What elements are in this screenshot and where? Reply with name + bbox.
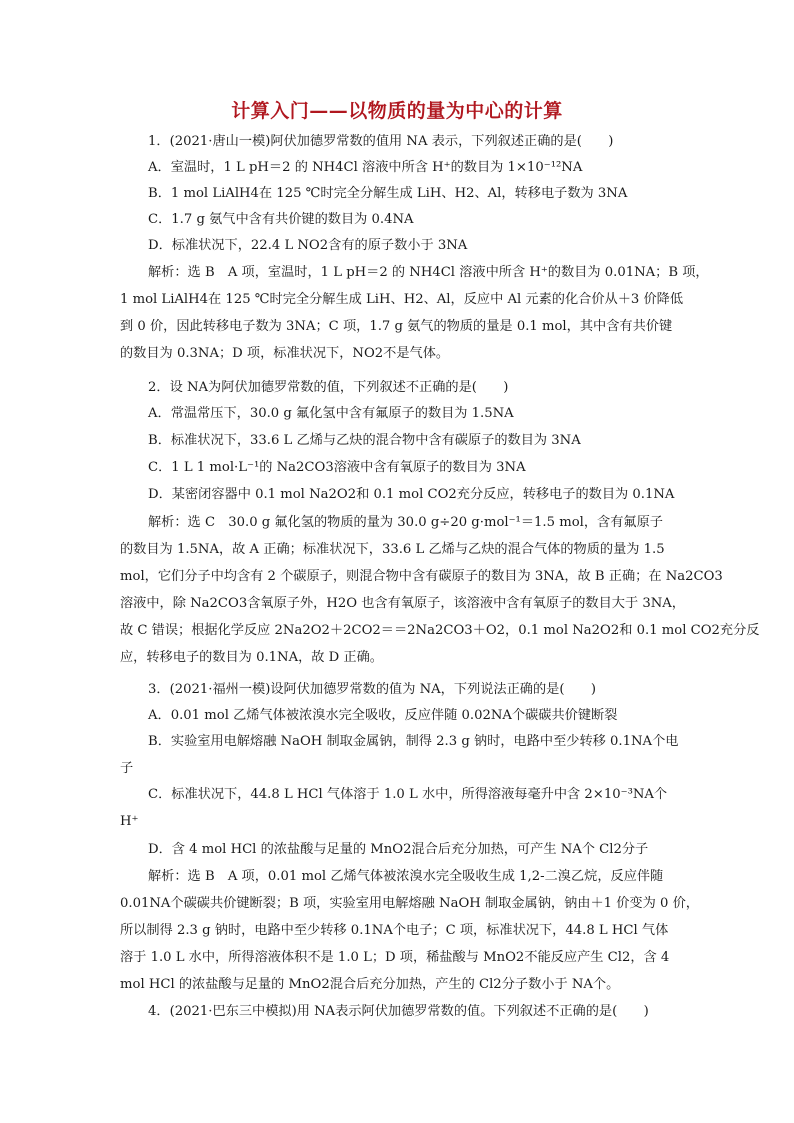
- question-3-analysis-cont: mol HCl 的浓盐酸与足量的 MnO2混合后充分加热，产生的 Cl2分子数小于 NA个。: [120, 977, 620, 992]
- question-3-option-b-cont: 子: [120, 761, 134, 776]
- question-2-option-a: A．常温常压下，30.0 g 氟化氢中含有氟原子的数目为 1.5NA: [148, 406, 514, 421]
- page-title: 计算入门——以物质的量为中心的计算: [231, 100, 563, 122]
- question-3-stem: 3．(2021·福州一模)设阿伏加德罗常数的值为 NA，下列说法正确的是( ): [148, 682, 597, 697]
- question-1-option-c: C．1.7 g 氨气中含有共价键的数目为 0.4NA: [148, 212, 414, 227]
- question-3-option-d: D．含 4 mol HCl 的浓盐酸与足量的 MnO2混合后充分加热，可产生 NA个 Cl2分子: [148, 842, 649, 857]
- question-4-stem: 4．(2021·巴东三中模拟)用 NA表示阿伏加德罗常数的值。下列叙述不正确的是( ): [148, 1004, 649, 1019]
- question-1-analysis-cont: 的数目为 0.3NA；D 项，标准状况下，NO2不是气体。: [120, 346, 450, 361]
- question-1-option-d: D．标准状况下，22.4 L NO2含有的原子数小于 3NA: [148, 238, 468, 253]
- question-2-analysis-cont: 应，转移电子的数目为 0.1NA，故 D 正确。: [120, 650, 383, 665]
- question-3-option-c: C．标准状况下，44.8 L HCl 气体溶于 1.0 L 水中，所得溶液每毫升中含 2×10⁻³NA个: [148, 787, 668, 802]
- question-2-analysis-cont: 故 C 错误；根据化学反应 2Na2O2＋2CO2＝＝2Na2CO3＋O2，0.1 mol Na2O2和 0.1 mol CO2充分反: [120, 623, 760, 638]
- question-3-option-b: B．实验室用电解熔融 NaOH 制取金属钠，制得 2.3 g 钠时，电路中至少转移 0.1NA个电: [148, 734, 679, 749]
- question-3-option-a: A．0.01 mol 乙烯气体被浓溴水完全吸收，反应伴随 0.02NA个碳碳共价键断裂: [148, 708, 618, 723]
- question-1-option-b: B．1 mol LiAlH4在 125 ℃时完全分解生成 LiH、H2、Al，转移电子数为 3NA: [148, 186, 628, 201]
- question-2-option-d: D．某密闭容器中 0.1 mol Na2O2和 0.1 mol CO2充分反应，转移电子的数目为 0.1NA: [148, 487, 675, 502]
- question-2-analysis-cont: 的数目为 1.5NA，故 A 正确；标准状况下，33.6 L 乙烯与乙炔的混合气体的物质的量为 1.5: [120, 542, 665, 557]
- question-3-option-c-cont: H⁺: [120, 814, 139, 829]
- question-3-analysis: 解析：选 B A 项，0.01 mol 乙烯气体被浓溴水完全吸收生成 1,2-二溴乙烷，反应伴随: [148, 869, 664, 884]
- question-2-analysis-cont: mol，它们分子中均含有 2 个碳原子，则混合物中含有碳原子的数目为 3NA，故 B 正确；在 Na2CO3: [120, 569, 723, 584]
- question-2-stem: 2．设 NA为阿伏加德罗常数的值，下列叙述不正确的是( ): [148, 380, 509, 395]
- question-2-analysis-cont: 溶液中，除 Na2CO3含氧原子外，H2O 也含有氧原子，该溶液中含有氧原子的数目大于 3NA，: [120, 596, 685, 611]
- question-1-stem: 1．(2021·唐山一模)阿伏加德罗常数的值用 NA 表示，下列叙述正确的是( ): [148, 134, 614, 149]
- question-3-analysis-cont: 所以制得 2.3 g 钠时，电路中至少转移 0.1NA个电子；C 项，标准状况下，44.8 L HCl 气体: [120, 923, 669, 938]
- question-1-analysis: 解析：选 B A 项，室温时，1 L pH＝2 的 NH4Cl 溶液中所含 H⁺的数目为 0.01NA；B 项，: [148, 265, 709, 280]
- question-1-option-a: A．室温时，1 L pH＝2 的 NH4Cl 溶液中所含 H⁺的数目为 1×10⁻¹²NA: [148, 160, 583, 175]
- question-2-option-b: B．标准状况下，33.6 L 乙烯与乙炔的混合物中含有碳原子的数目为 3NA: [148, 433, 581, 448]
- question-2-analysis: 解析：选 C 30.0 g 氟化氢的物质的量为 30.0 g÷20 g·mol⁻¹＝1.5 mol，含有氟原子: [148, 515, 663, 530]
- question-3-analysis-cont: 0.01NA个碳碳共价键断裂；B 项，实验室用电解熔融 NaOH 制取金属钠，钠由＋1 价变为 0 价，: [120, 896, 699, 911]
- question-3-analysis-cont: 溶于 1.0 L 水中，所得溶液体积不是 1.0 L；D 项，稀盐酸与 MnO2不能反应产生 Cl2，含 4: [120, 950, 670, 965]
- question-2-option-c: C．1 L 1 mol·L⁻¹的 Na2CO3溶液中含有氧原子的数目为 3NA: [148, 460, 526, 475]
- question-1-analysis-cont: 到 0 价，因此转移电子数为 3NA；C 项，1.7 g 氨气的物质的量是 0.1 mol，其中含有共价键: [120, 319, 673, 334]
- question-1-analysis-cont: 1 mol LiAlH4在 125 ℃时完全分解生成 LiH、H2、Al，反应中 Al 元素的化合价从＋3 价降低: [120, 292, 684, 307]
